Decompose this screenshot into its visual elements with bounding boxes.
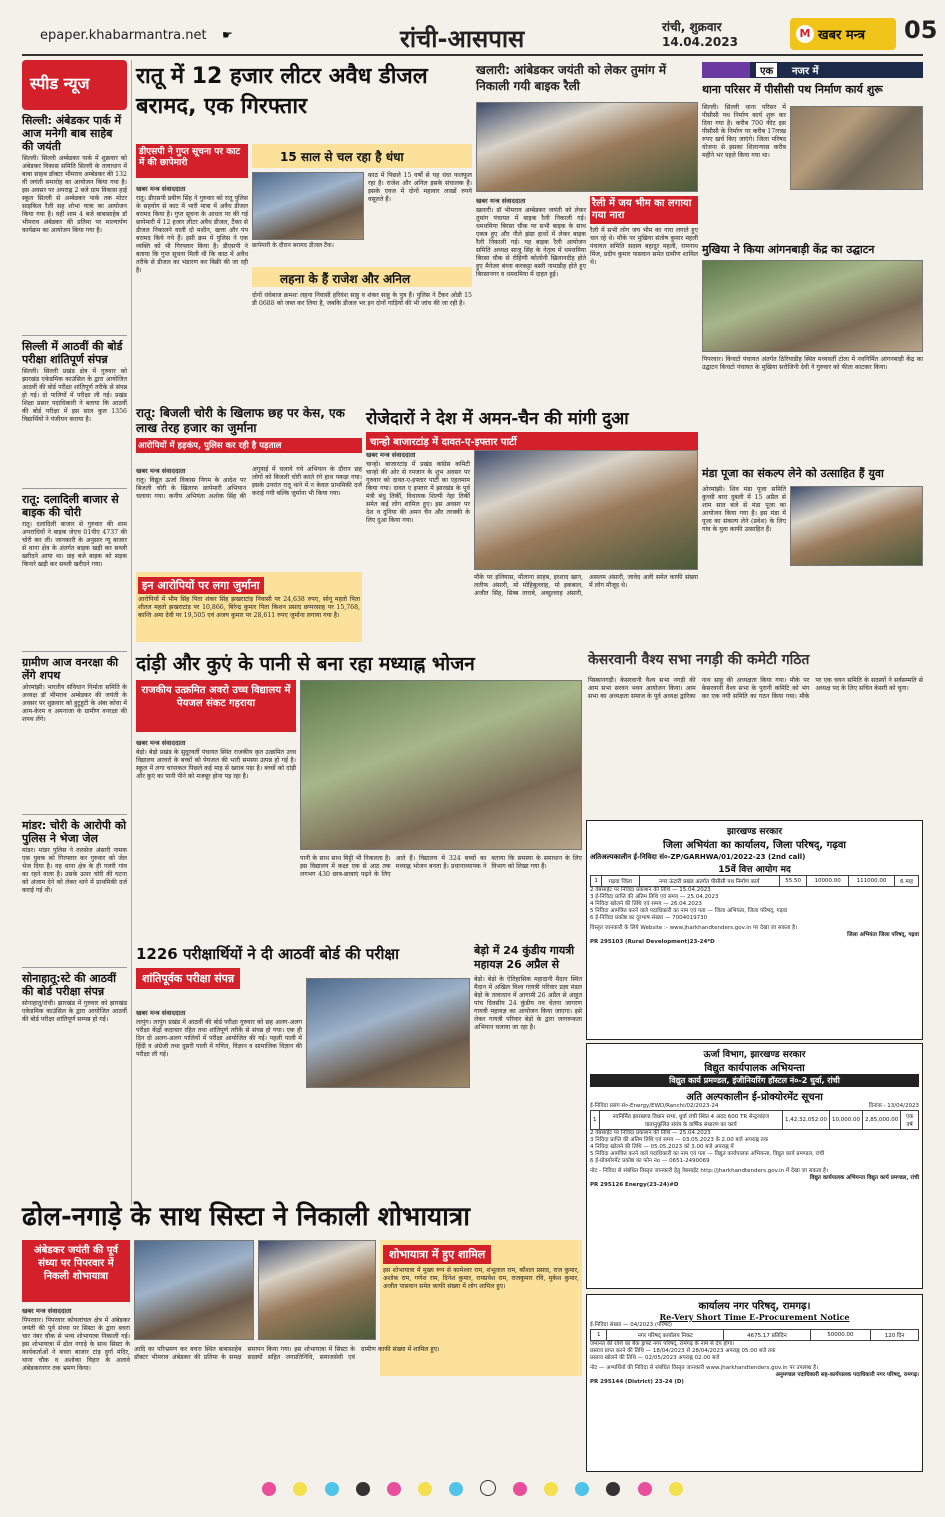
diesel-subhead-box [252, 144, 472, 168]
city-day: रांची, शुक्रवार [662, 20, 722, 34]
table-row: 1 गढ़वा जिला नगर ऊंटारी प्रखंड अंतर्गत पीसीसी पथ निर्माण कार्य 55.50 10000.00 111000.00 6 माह [591, 876, 919, 887]
tender-garhwa [586, 820, 923, 1040]
exam-body: लापुंग। लापुंग प्रखंड में आठवीं की बोर्ड परीक्षा गुरुवार को छह अलग-अलग परीक्षा केंद्रों कदाचार रहित तथा शांतिपूर्ण तरीके से संपन्न हो गया। एक ही दिन दो अलग-अलग पालियों में परीक्षा आयोजित की गई। पहली पाली में हिंदी व अंग्रेजी तथा दूसरी पाली में गणित, विज्ञान व सामाजिक विज्ञान की परीक्षा ली गई। [136, 1019, 302, 1058]
ek-nazar-item-2 [702, 242, 923, 257]
speed-news-item [22, 972, 127, 1060]
rally-body: खलारी। डॉ भीमराव अम्बेडकर जयंती को लेकर तुमांग पंचायत में बाइक रैली निकाली गई। धमधमिया बिरसा चौक पर सभी बाइक के साथ एकत्र हुए और नीले झंडा हाथों में लेकर बाइक रैली निकाली गई। यह बाइक रैली आयोजन समिति अध्यक्ष साजू सिंह के नेतृत्व में धमधमिया बिरसा चौक से रोहिणी कोलोनी खिलानदीह होते हुए मैनेजर बंग्ला करकट्टा बस्ती नामाडीह होते हुए बिरसानगर व धमधमिया में दाहत हुई। [476, 207, 586, 278]
ek-nazar-text: सिल्ली। सिल्ली थाना परिसर में पीसीसी पथ निर्माण कार्य शुरू कर दिया गया है। करीब 700 फीट इस पीसीसी के निर्माण पर करीब 17लाख रुपए खर्च किए जाएंगे। जिला परिषद योजना से इसका शिलान्यास करीब महीने भर पहले किया गया था। [702, 104, 786, 159]
procession-body-2: आदि का परिभ्रमण कर बचरा स्थित बाबासाहेब डॉक्टर भीमराव अंबेडकर की प्रतिमा के समक्ष समापन किया गया। इस शोभायात्रा में सिस्टा के सदस्यों सहित जनप्रतिनिधि, समाजसेवी एवं ग्रामीण काफी संख्या में शामिल हुए। [134, 1346, 440, 1361]
tender-table [590, 1329, 919, 1341]
ek-nazar-photo [790, 486, 923, 566]
theft-story [136, 406, 362, 646]
meal-photo [300, 680, 582, 850]
registration-dot-icon [606, 1482, 620, 1496]
tender-website[interactable]: नोट - निविदा से संबंधित विस्तृत जानकारी हेतु वेबसाईट http://jharkhandtenders.gov.in में देखा जा सकता है। [590, 1168, 829, 1174]
iftar-headline: रोजेदारों ने देश में अमन-चैन की मांगी दुआ [366, 409, 629, 429]
rally-photo [476, 102, 698, 192]
print-registration-marks [40, 1480, 905, 1502]
site-url[interactable]: epaper.khabarmantra.net [40, 28, 207, 43]
tender-scheme: 15वें वित्त आयोग मद [718, 865, 791, 875]
registration-dot-icon [262, 1482, 276, 1496]
tender-pr: PR 295144 (District) 23-24 (D) [590, 1379, 684, 1385]
rally-headline: खलारी: आंबेडकर जयंती को लेकर तुमांग में निकाली गयी बाइक रैली [476, 63, 667, 93]
diesel-photo-caption: छापेमारी के दौरान बरामद डीजल टैंक। [252, 242, 334, 249]
meal-body-block [136, 738, 296, 938]
procession-photo-2 [258, 1240, 376, 1340]
brand-logo [790, 18, 896, 50]
exam-tag: शांतिपूर्वक परीक्षा संपन्न [136, 968, 240, 989]
theft-tag: आरोपियों में हड़कंप, पुलिस कर रही है पड़ताल [136, 438, 362, 453]
tender-line: 6 ई-प्रोक्योरमेंट प्रकोष्ठ का फोन नंo — 0651-2490069 [590, 1158, 710, 1164]
theft-headline: रातू: बिजली चोरी के खिलाफ छह पर केस, एक लाख तेरह हजार का जुर्माना [136, 406, 345, 435]
kesarwani-headline: केसरवानी वैश्य सभा नगड़ी की कमेटी गठित [588, 652, 810, 668]
procession-dateline: खबर मन्त्र संवाददाता [22, 1307, 72, 1315]
diesel-tag: डीएसपी ने गुप्त सूचना पर काट में की छापेमारी [136, 144, 248, 178]
tender-line: 3 ई-निविदा प्राप्ति की अंतिम तिथि एवं समय — 25.04.2023 [590, 894, 719, 900]
mahayagya-headline: बेड़ो में 24 कुंडीय गायत्री महायज्ञ 26 अप्रैल से [474, 944, 575, 971]
ek-nazar-headline: थाना परिसर में पीसीसी पथ निर्माण कार्य शुरू [702, 83, 883, 96]
ek-nazar-photo [790, 106, 923, 190]
exam-story [136, 944, 470, 1194]
registration-dot-icon [669, 1482, 683, 1496]
logo-m-icon: M [796, 25, 814, 43]
diesel-subhead: 15 साल से चल रहा है धंधा [280, 150, 404, 164]
rally-body-block [476, 196, 586, 396]
iftar-dateline: खबर मन्त्र संवाददाता [366, 451, 416, 459]
tender-line: प्रस्ताव खोलने की तिथि — 02/05/2023 अपराह्न 02.00 बजे [590, 1355, 720, 1361]
meal-body-2: पानी के साथ साथ मिट्टी भी निकलता है। इस विद्यालय में कक्षा एक से आठ तक लगभग 430 छात्र-छात्राएं पढ़ने के लिए आते हैं। विद्यालय में 324 बच्चों का मध्याह्न भोजन बनता है। प्रधानाध्यापक ने बताया कि समस्या के समाधान के लिए विभाग को लिखा गया है। [300, 855, 582, 878]
diesel-quote: लहना के हैं राजेश और अनिल [280, 272, 411, 286]
exam-body-block [136, 1008, 302, 1194]
procession-sub-body: इस शोभायात्रा में मुख्य रूप से कामेश्वर राम, शंभूलाल राम, कौशल प्रसाद, राज कुमार, अशोक राम, गणेश राम, दिनेश कुमार, रामप्रवेश राम, राजकुमार रवि, मुकेश कुमार, अजीत पासवान समेत काफी संख्या में लोग शामिल हुए। [383, 1267, 579, 1290]
speed-news-logo [22, 60, 127, 110]
meal-body: बेड़ो। बेड़ो प्रखंड के सुदूरवर्ती पंचायत स्थित राजकीय कृत उत्क्रमित उच्च विद्यालय अरवरो के बच्चों को पेयजल की भारी समस्या उत्पन्न हो गई है। स्कूल में लगा चापाकल पिछले कई माह से खराब पड़ा है। बच्चों को दांड़ी और कुएं का पानी पीने को मजबूर होना पड़ रहा है। [136, 749, 296, 780]
speed-news-headline: ग्रामीण आज वनरक्षा की लेंगे शपथ [22, 656, 119, 682]
masthead [22, 14, 938, 56]
tender-line: 5 निविदा आमंत्रित करने वाले पदाधिकारी का नाम एवं पता — जिला अभियंता, जिला परिषद्, गढ़वा [590, 908, 788, 914]
tender-table [590, 875, 919, 887]
section-title: रांची-आसपास [400, 25, 525, 53]
table-row: 1 नगर परिषद् कार्यालय निकट 4675.17 प्रतिदिन 50000.00 120 दिन [591, 1330, 919, 1341]
tender-line: 6 ई-निविदा प्रकोष्ठ का दूरभाष संख्या — 7004019730 [590, 915, 708, 921]
tender-ref: ई-निविदा प्रसंग सं०-Energy/EWD/Ranchi/02/2023-24 [590, 1103, 719, 1109]
cursor-icon: ☛ [222, 28, 233, 42]
speed-news-headline: सिल्ली: अंबेडकर पार्क में आज मनेगी बाब साहेब की जयंती [22, 114, 122, 153]
meal-story [136, 650, 582, 940]
speed-news-headline: सिल्ली में आठवीं की बोर्ड परीक्षा शांतिपूर्ण संपन्न [22, 340, 123, 366]
theft-fine-body: आरोपियों में भीम सिंह पिता शंकर सिंह झखराटांड़ निवासी पर 24,638 रुपए, सोनू महतो पिता शीतल महतो झखराटांड़ पर 10,866, बिरेन्द्र कुमार पिता किशन प्रसाद छप्परसाह पर 15,768, कान्ति अमा देवी पर 19,505 एवं अजय कुमार पर 28,611 रुपए जुर्माना लगाया गया है। [138, 596, 360, 619]
speed-news-column [22, 60, 132, 1205]
speed-news-headline: सोनाहातू:स्टे की आठवीं की बोर्ड परीक्षा संपन्न [22, 972, 116, 998]
tender-office: जिला अभियंता का कार्यालय, जिला परिषद्, गढ़वा [663, 840, 846, 851]
iftar-story [366, 406, 698, 646]
exam-headline: 1226 परीक्षार्थियों ने दी आठवीं बोर्ड की परीक्षा [136, 945, 400, 963]
diesel-body-block [136, 184, 248, 394]
ek-nazar-column [702, 62, 923, 642]
registration-dot-icon [387, 1482, 401, 1496]
diesel-quote-body: दोनों धंधेबाज क्रमशः लहना निवासी हरिवंश साहु व शंकर साहु के पुत्र हैं। पुलिस ने टैंकर ओडी 15 डी 0688 को जब्त कर लिया है, जबकि डीजल भर इन दोनों गाड़ियों की भी जांच की जा रही है। [252, 292, 472, 307]
procession-headline: ढोल-नगाड़े के साथ सिस्टा ने निकाली शोभायात्रा [22, 1202, 470, 1232]
registration-dot-icon [418, 1482, 432, 1496]
diesel-body: रातू। डीएसपी प्रवीण सिंह ने गुरुवार को रातू पुलिस के सहयोग से काट में भारी मात्रा में अवैध डीजल बरामद किया है। गुप्त सूचना के आधार पर की गई छापेमारी में 12 हजार लीटर अवैध डीजल, टैंकर से डीजल निकालने वाली दो मशीन, खत्ता और पंप बरामद किये गये हैं। इसी क्रम में पुलिस ने एक व्यक्ति को भी गिरफ्तार किया है। डीएसपी ने बताया कि गुप्त सूचना मिली थी कि काठ में अवैध तरीके से डीजल का भंडारण कर बिक्री की जा रही है। [136, 195, 248, 274]
tender-line: 4 निविदा खोलने की तिथि एवं समय — 26.04.2023 [590, 901, 702, 907]
tender-energy [586, 1043, 923, 1289]
meal-dateline: खबर मन्त्र संवाददाता [136, 739, 186, 747]
registration-dot-icon [356, 1482, 370, 1496]
mahayagya-body: बेड़ो। बेड़ो के ऐतिहासिक महादानी मैदान स्थित मैदान में अखिल विश्व गायत्री परिवार प्रज्ञा मंडल बेड़ो के तत्वाधान में आगामी 26 अप्रैल से आहुत पांच दिवसीय 24 कुंडीय नव चेतना जागरण गायत्री महायज्ञ का आयोजन किया जाएगा। इसे लेकर गायत्री परिवार बेड़ो के द्वारा जागरूकता अभियान चलाया जा रहा है। [474, 976, 582, 1031]
tender-ramgarh [586, 1294, 923, 1472]
tender-sign: विद्युत कार्यपालक अभियन्ता विद्युत कार्य प्रमण्डल, रांची [809, 1175, 919, 1181]
tender-notice: Re-Very Short Time E-Procurement Notice [659, 1312, 850, 1322]
tender-office-2: विद्युत कार्य प्रमण्डल, इंजीनियरिंग हॉस्टल नं०-2 धुर्वा, रांची [590, 1074, 919, 1087]
iftar-photo [474, 450, 698, 570]
rally-dateline: खबर मन्त्र संवाददाता [476, 197, 526, 205]
tender-line: 4 निविदा खोलने की तिथि — 05.05.2023 को 3.00 बजे अपराह्न में [590, 1144, 734, 1150]
tender-sign: जिला अभियंता जिला परिषद्, गढ़वा [847, 932, 919, 938]
ek-nazar-text: ओरमांझी। शिव मंडा पूजा समिति कुच्ची बारा दुबली में 15 अप्रैल से शाम सात बजे से मंडा पूजा का आयोजन किया गया है। इस मंडा में पूजा का संकल्प लेने (प्रवेश) के लिए गांव के युवा काफी उत्साहित हैं। [702, 486, 786, 533]
procession-body: पिपरवार। पिपरवार कोयलांचल क्षेत्र में अंबेडकर जयंती की पूर्व संध्या पर सिस्टा के द्वारा बचरा चार नंबर चौक से भव्य शोभायात्रा निकाली गई। इस शोभायात्रा में ढोल नगाड़े के साथ सिस्टा के कार्यकर्ताओं ने बचरा बाजार टांड़ दुर्गा मंदिर, थाना चौक व अशोका विहार के अलावे अंबेडकरनगर तक भ्रमण किया। [22, 1317, 130, 1372]
tender-line: 5 निविदा आमंत्रित करने वाले पदाधिकारी का नाम एवं पता — विद्युत कार्यपालक अभियन्ता, विद्युत कार्य प्रमण्डल, रांची [590, 1151, 825, 1157]
tender-notice: अति अल्पकालीन ई-प्रोक्योरमेंट सूचना [686, 1092, 823, 1103]
iftar-body-block [366, 450, 470, 646]
speed-news-item [22, 493, 127, 651]
speed-news-item [22, 340, 127, 488]
tender-line: 2 वेबसाईट पर निविदा प्रकाशन की तिथि — 15.04.2023 [590, 887, 711, 893]
diesel-headline: रातू में 12 हजार लीटर अवैध डीजल बरामद, एक गिरफ्तार [136, 64, 428, 119]
ek-nazar-logo [702, 62, 750, 78]
page-number: 05 [904, 16, 938, 44]
crosshair-icon [480, 1480, 496, 1496]
ek-nazar-bar [702, 62, 923, 78]
speed-news-text: सिल्ली। सिल्ली प्रखंड क्षेत्र में गुरुवार को झारखंड एकेडमिक काउंसिल के द्वारा आयोजित आठवीं की बोर्ड परीक्षा शांतिपूर्ण तरीके से संपन्न हो गई। दो पालियों में परीक्षा ली गई। प्रखंड शिक्षा प्रसार पदाधिकारी ने बताया कि आठवीं की बोर्ड परीक्षा में इस साल कुल 1356 विद्यार्थियों ने पंजीयन कराया है। [22, 368, 127, 423]
procession-sub: शोभायात्रा में हुए शामिल [383, 1245, 491, 1264]
procession-body-block [22, 1306, 130, 1470]
theft-body: रातू। विद्युत ऊर्जा विकास निगम के आदेश पर बिजली चोरी के खिलाफ छापेमारी अभियान चलाया गया। कनीय अभियंता अशोक सिंह की अगुवाई में चलाये गये अभियान के दौरान छह लोगों को बिजली चोरी करते रंगे हाथ पकड़ा गया। इसके उपरांत रातू थाने में न केवल प्राथमिकी दर्ज कराई गयी बल्कि जुर्माना भी किया गया। [136, 466, 362, 500]
exam-photo [306, 978, 470, 1088]
issue-date: 14.04.2023 [662, 35, 738, 49]
diesel-sub-body: काठ में पिछले 15 वर्षों से यह धंधा फलफूल रहा है। राजेश और अनिल इसके संचालक हैं। इसके एवज में दोनों महावार लाखों रुपये वसूलते हैं। [368, 172, 472, 203]
tender-line: जमानत की राशि का बैंक ड्राफ्ट नगर परिषद्, रामगढ़ के नाम से देय होगा। [590, 1341, 735, 1347]
tender-dept: ऊर्जा विभाग, झारखण्ड सरकार [703, 1050, 806, 1060]
procession-photo-1 [134, 1240, 254, 1340]
tender-line: प्रस्ताव प्राप्त करने की तिथि — 18/04/2023 से 28/04/2023 अपराह्न 05.00 बजे तक [590, 1348, 776, 1354]
speed-news-label: स्पीड न्यूज [30, 74, 90, 93]
ek-nazar-photo [702, 260, 923, 352]
registration-dot-icon [513, 1482, 527, 1496]
ek-nazar-headline: मुखिया ने किया आंगनबाड़ी केंद्र का उद्घाटन [702, 243, 875, 256]
theft-fine-head: इन आरोपियों पर लगा जुर्माना [138, 577, 264, 594]
speed-news-item [22, 114, 127, 335]
meal-tag: राजकीय उत्क्रमित अवरो उच्च विद्यालय में पेयजल संकट गहराया [136, 680, 296, 732]
theft-dateline: खबर मन्त्र संवाददाता [136, 467, 186, 475]
speed-news-text: ओरमांझी। भारतीय संविधान निर्माता समिति के अध्यक्ष डॉ भीमराव अम्बेडकर की जयंती के अवसर पर शुक्रवार को हुटुहुटी के अंबा कोचा में आम-केरम व अमनाजा के ग्रामीण वनरक्षा की शपथ लेंगे। [22, 684, 127, 723]
speed-news-headline: रातू: दलादिली बाजार से बाइक की चोरी [22, 493, 119, 519]
registration-dot-icon [325, 1482, 339, 1496]
diesel-photo [252, 172, 364, 240]
tender-office: विद्युत कार्यपालक अभियन्ता [704, 1063, 805, 1074]
registration-dot-icon [638, 1482, 652, 1496]
speed-news-item [22, 656, 127, 814]
procession-tag: अंबेडकर जयंती की पूर्व संध्या पर पिपरवार में निकली शोभायात्रा [22, 1240, 130, 1302]
tender-line: 3 निविदा प्राप्ति की अंतिम तिथि एवं समय — 03.05.2023 के 2.00 बजे अपराह्न तक [590, 1137, 769, 1143]
registration-dot-icon [293, 1482, 307, 1496]
table-row: 1 नवनिर्मित झारखण्ड विधान सभा, धुर्वा रांची स्थित 4 अदद 600 TR सेन्ट्रलाइज वातानुकूलित संयंत्र के वार्षिक संधारण का कार्य 1,42,32,052.00 10,000.00 2,85,000.00 एक वर्ष [591, 1111, 919, 1130]
tender-ref: ई-निविदा संख्या — 04/2023 (परिषद) [590, 1322, 673, 1328]
mahayagya-story [474, 944, 582, 1194]
exam-dateline: खबर मन्त्र संवाददाता [136, 1009, 186, 1017]
tender-table [590, 1110, 919, 1130]
brand-name: खबर मन्त्र [818, 28, 866, 43]
tender-govt: झारखण्ड सरकार [726, 827, 783, 837]
registration-dot-icon [449, 1482, 463, 1496]
speed-news-item [22, 819, 127, 967]
speed-news-text: मांडर। मांडर पुलिस ने तलसेज अंसारी नामक एक युवक को गिरफ्तार कर गुरुवार को जेल भेज दिया है। वह थाना क्षेत्र के ही गलरी गांव का रहने वाला है। उसके ऊपर चोरी की घटना को अंजाम देने को लेकर थाने में प्राथमिकी दर्ज कराई गई थी। [22, 847, 127, 894]
diesel-dateline: खबर मन्त्र संवाददाता [136, 185, 186, 193]
kesarwani-story [588, 650, 923, 815]
iftar-body: चान्हो। बाजारटांड़ में प्रखंड कांग्रेस कमिटी चान्हो की ओर से रमजान के शुभ अवसर पर गुरुवार को दावत-ए-इफ्तार पार्टी का एहतमाम किया गया। दावत ए इफ्तार में झारखंड के पूर्व मंत्री बंधु तिर्की, विधायक शिल्पी नेहा तिर्की समेत कई लोग शामिल हुए। इस अवसर पर देश व दुनिया की अमन चैन और तरक्की के लिए दुआ किया गया। [366, 461, 470, 524]
rally-caption-body: रैली में सभी लोग जय भीम का नारा लगाते हुए चल रहे थे। मौके पर मुखिया संतोष कुमार महली पंचायत समिति सदस्य बहादुर महली, रामनाथ मिंज, प्रदीप कुमार पासवान समेत ग्रामीण शामिल थे। [590, 227, 698, 266]
tender-pr: PR 295126 Energy(23-24)#D [590, 1182, 679, 1188]
tender-ref-date: दिनांक - 13/04/2023 [868, 1103, 919, 1109]
meal-headline: दांड़ी और कुएं के पानी से बना रहा मध्याह्न भोजन [136, 653, 475, 675]
procession-story [22, 1200, 582, 1472]
iftar-tag: चान्हो बाजारटांड़ में दावत-ए-इफ्तार पार्टी [366, 432, 698, 450]
rally-story [476, 62, 698, 402]
nazar-label: नजर में [792, 66, 819, 77]
rally-caption-block [590, 196, 698, 396]
theft-fine-box [136, 572, 362, 642]
ek-nazar-item-3 [702, 466, 923, 481]
speed-news-text: रातू। दलादिली बाजार से गुरुवार की शाम अपराधियों ने बाइक जेएच 01पीए 4737 की चोरी कर ली। जानकारी के अनुसार न्यू बाजार से थाना क्षेत्र के अंतर्गत बाइक खड़ी कर सब्जी खरीदने आया था। छह बजे बाइक को सड़क किनारे खड़ी कर सब्जी खरीदने गया। [22, 521, 127, 568]
speed-news-text: सोनाहातू/रांची। झारखंड में गुरुवार को झारखंड एकेडमिक काउंसिल के द्वारा आयोजित आठवीं की बोर्ड परीक्षा शांतिपूर्ण सम्पन्न हो गई। [22, 1000, 127, 1023]
tender-website[interactable]: नोट — अभ्यर्थियों की निविदा से संबंधित विस्तृत जानकारी www.jharkhandtenders.gov.in पर उपलब्ध है। [590, 1365, 819, 1371]
registration-dot-icon [544, 1482, 558, 1496]
theft-body-block [136, 466, 362, 566]
ek-nazar-headline: मंडा पूजा का संकल्प लेने को उत्साहित हैं युवा [702, 467, 884, 480]
tender-pr: PR 295103 (Rural Development)23-24*D [590, 939, 715, 945]
speed-news-text: सिल्ली। सिल्ली अम्बेडकर पार्क में शुक्रवार को अंबेडकर विकास समिति सिल्ली के तत्वाधान में बाबा साहब डॉक्टर भीमराव अम्बेडकर की 132 वीं जयंती समारोह का आयोजन किया गया है। इस अवसर पर अपराह्न 2 बजे ग्राम विकास हाई स्कूल सिल्ली से अम्बेडकर पार्क तक मोटर साइकिल रैली सह शोभा यात्रा का आयोजन किया गया है। वहीं शाम 4 बजे बाबासाहेब डॉ भीमराव अंबेडकर की प्रतिमा पर माल्यार्पण कार्यक्रम का आयोजन किया गया है। [22, 155, 127, 234]
tender-line: 2 वेबसाईट पर निविदा प्रकाशन की तिथि — 25.04.2023 [590, 1130, 711, 1136]
diesel-story [136, 62, 472, 402]
tender-website[interactable]: विस्तृत जानकारी के लिये Website :- www.jharkhandtenders.gov.in पर देखा जा सकता है। [590, 925, 798, 931]
registration-dot-icon [575, 1482, 589, 1496]
rally-caption: रैली में जय भीम का लगाया गया नारा [590, 196, 698, 224]
tender-office: कार्यालय नगर परिषद्, रामगढ़। [698, 1301, 811, 1312]
tender-sign: अनुमण्डल पदाधिकारी सह-कार्यपालक पदाधिकारी नगर परिषद्, रामगढ़। [775, 1372, 919, 1378]
ek-nazar-text: पिपरवार। किचटो पंचायत अंतर्गत ठिरियाडीह स्थित मध्यवर्ती टोला में नवनिर्मित आंगनबाड़ी केंद्र का उद्घाटन किचटो पंचायत के मुखिया सरोजिनी देवी ने गुरुवार को फीता काटकर किया। [702, 356, 923, 371]
tender-notice: अतिअल्पकालीन ई-निविदा सं०-ZP/GARHWA/01/2022-23 (2nd call) [590, 853, 806, 861]
diesel-quote-box [252, 267, 472, 287]
speed-news-headline: मांडर: चोरी के आरोपी को पुलिस ने भेजा जेल [22, 819, 127, 845]
ek-label: एक [756, 63, 777, 77]
kesarwani-body: पिस्कानगड़ी। केसरवानी वैश्य सभा नगड़ी की आम सभा सरवन भवन आयोजन किया। आम सभा का अध्यक्षता समाज के पूर्व अध्यक्ष द्वारिका नाथ साहू की अध्यक्षता किया गया। मौके पर केसरवानी वैश्य सभा के पुरानी कमिटि को भंग कर एक नयी समिति का गठन किया गया। मौके पर एक चयन समिति के सदस्यों ने सर्वसम्मति से अध्यक्ष पद के लिए सचिन केसरी को चुना। [588, 677, 923, 700]
iftar-body-2: मौके पर इलियास, मौलाना साहब, इरशाद खान, लतीफ अंसारी, मो मोहिबुल्लाह, मो इकबाल, अजीत सिंह, सिब्ब ताराबे, अब्दुल्लाह अंसारी, असलम अंसारी, जावेद अली समेत काफी संख्या में लोग मौजूद थे। [474, 574, 698, 597]
